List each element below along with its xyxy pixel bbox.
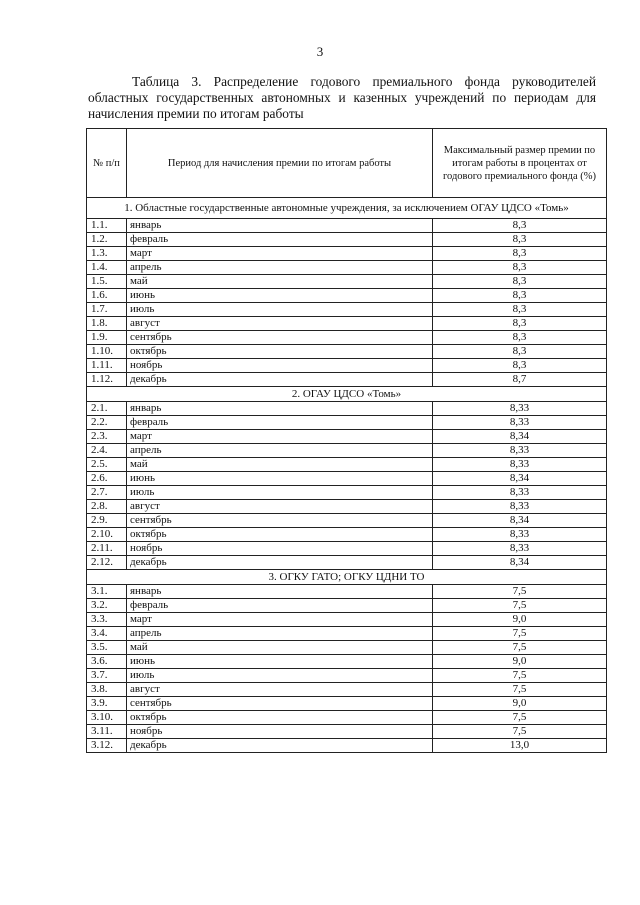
row-number: 3.8.: [87, 683, 127, 697]
table-row: [87, 486, 607, 500]
row-number: 1.4.: [87, 261, 127, 275]
row-number: 1.9.: [87, 331, 127, 345]
row-value: 9,0: [433, 697, 607, 711]
table-caption: Таблица 3. Распределение годового премиального фонда руководителей областных государственных автономных и казенных учреждений по периодам для начисления премии по итогам работы: [88, 74, 596, 121]
row-period: апрель: [127, 627, 433, 641]
row-period: июль: [127, 303, 433, 317]
row-value: 8,34: [433, 514, 607, 528]
row-value: 8,34: [433, 556, 607, 570]
row-period: ноябрь: [127, 725, 433, 739]
page-number: 3: [316, 44, 324, 59]
row-period: сентябрь: [127, 331, 433, 345]
row-value: 8,3: [433, 261, 607, 275]
row-number: 2.10.: [87, 528, 127, 542]
row-period: февраль: [127, 233, 433, 247]
table-row: [87, 585, 607, 599]
table-row: [87, 359, 607, 373]
table-row: [87, 430, 607, 444]
row-number: 2.6.: [87, 472, 127, 486]
row-number: 1.10.: [87, 345, 127, 359]
table-row: [87, 317, 607, 331]
section-row: [87, 570, 607, 585]
table-row: [87, 303, 607, 317]
table-row: [87, 725, 607, 739]
table-row: [87, 444, 607, 458]
table-row: [87, 219, 607, 233]
table-row: [87, 514, 607, 528]
row-value: 8,33: [433, 444, 607, 458]
row-number: 3.1.: [87, 585, 127, 599]
table-row: [87, 500, 607, 514]
table-row: [87, 247, 607, 261]
row-value: 8,3: [433, 219, 607, 233]
row-number: 1.7.: [87, 303, 127, 317]
row-period: март: [127, 247, 433, 261]
table-row: [87, 458, 607, 472]
row-period: апрель: [127, 261, 433, 275]
row-value: 8,3: [433, 317, 607, 331]
row-number: 3.9.: [87, 697, 127, 711]
section-title: 2. ОГАУ ЦДСО «Томь»: [87, 387, 607, 402]
row-number: 1.3.: [87, 247, 127, 261]
row-value: 7,5: [433, 641, 607, 655]
row-period: декабрь: [127, 373, 433, 387]
row-period: март: [127, 430, 433, 444]
row-value: 8,33: [433, 458, 607, 472]
row-number: 2.2.: [87, 416, 127, 430]
section-row: [87, 387, 607, 402]
table-row: [87, 472, 607, 486]
table-row: [87, 599, 607, 613]
row-number: 3.11.: [87, 725, 127, 739]
row-number: 3.12.: [87, 739, 127, 753]
row-period: декабрь: [127, 739, 433, 753]
table-row: [87, 373, 607, 387]
row-value: 8,3: [433, 275, 607, 289]
table-row: [87, 641, 607, 655]
row-number: 3.3.: [87, 613, 127, 627]
row-number: 1.1.: [87, 219, 127, 233]
row-period: август: [127, 317, 433, 331]
row-period: июль: [127, 486, 433, 500]
row-period: октябрь: [127, 528, 433, 542]
row-number: 3.2.: [87, 599, 127, 613]
row-number: 1.12.: [87, 373, 127, 387]
header-period: Период для начисления премии по итогам работы: [127, 129, 433, 198]
row-number: 2.1.: [87, 402, 127, 416]
row-number: 2.12.: [87, 556, 127, 570]
row-period: сентябрь: [127, 514, 433, 528]
row-value: 7,5: [433, 627, 607, 641]
table-row: [87, 669, 607, 683]
row-number: 3.5.: [87, 641, 127, 655]
row-period: декабрь: [127, 556, 433, 570]
row-period: июнь: [127, 472, 433, 486]
row-number: 2.11.: [87, 542, 127, 556]
row-number: 2.3.: [87, 430, 127, 444]
table-row: [87, 711, 607, 725]
row-period: август: [127, 500, 433, 514]
table-row: [87, 556, 607, 570]
row-value: 8,33: [433, 528, 607, 542]
row-number: 1.8.: [87, 317, 127, 331]
row-period: ноябрь: [127, 542, 433, 556]
row-value: 8,33: [433, 486, 607, 500]
row-period: март: [127, 613, 433, 627]
row-number: 1.6.: [87, 289, 127, 303]
row-value: 7,5: [433, 669, 607, 683]
row-period: май: [127, 641, 433, 655]
row-period: май: [127, 458, 433, 472]
section-row: [87, 198, 607, 219]
row-value: 8,3: [433, 359, 607, 373]
table-row: [87, 331, 607, 345]
row-value: 9,0: [433, 655, 607, 669]
row-value: 8,3: [433, 331, 607, 345]
row-value: 8,3: [433, 303, 607, 317]
row-period: апрель: [127, 444, 433, 458]
row-value: 8,34: [433, 430, 607, 444]
row-value: 7,5: [433, 725, 607, 739]
row-value: 8,3: [433, 247, 607, 261]
row-value: 8,33: [433, 500, 607, 514]
row-period: февраль: [127, 599, 433, 613]
row-period: январь: [127, 219, 433, 233]
row-number: 2.5.: [87, 458, 127, 472]
row-value: 7,5: [433, 683, 607, 697]
row-number: 2.9.: [87, 514, 127, 528]
table-row: [87, 697, 607, 711]
row-period: июнь: [127, 289, 433, 303]
table-row: [87, 739, 607, 753]
row-period: июнь: [127, 655, 433, 669]
row-number: 2.4.: [87, 444, 127, 458]
row-value: 8,34: [433, 472, 607, 486]
table-row: [87, 655, 607, 669]
table-row: [87, 289, 607, 303]
row-value: 8,3: [433, 233, 607, 247]
row-period: февраль: [127, 416, 433, 430]
table-body: [87, 198, 607, 753]
row-value: 8,33: [433, 542, 607, 556]
row-period: январь: [127, 402, 433, 416]
row-period: июль: [127, 669, 433, 683]
table-row: [87, 233, 607, 247]
row-value: 8,33: [433, 416, 607, 430]
table-header-row: [87, 129, 607, 198]
row-value: 8,33: [433, 402, 607, 416]
row-number: 1.11.: [87, 359, 127, 373]
table-row: [87, 542, 607, 556]
row-period: май: [127, 275, 433, 289]
row-period: октябрь: [127, 711, 433, 725]
table-row: [87, 416, 607, 430]
row-number: 3.4.: [87, 627, 127, 641]
row-value: 7,5: [433, 585, 607, 599]
row-period: январь: [127, 585, 433, 599]
row-number: 2.8.: [87, 500, 127, 514]
row-period: ноябрь: [127, 359, 433, 373]
row-number: 2.7.: [87, 486, 127, 500]
table-row: [87, 528, 607, 542]
row-value: 7,5: [433, 711, 607, 725]
row-value: 8,3: [433, 345, 607, 359]
row-value: 8,7: [433, 373, 607, 387]
section-title: 3. ОГКУ ГАТО; ОГКУ ЦДНИ ТО: [87, 570, 607, 585]
row-number: 1.2.: [87, 233, 127, 247]
row-value: 7,5: [433, 599, 607, 613]
row-number: 3.10.: [87, 711, 127, 725]
row-period: октябрь: [127, 345, 433, 359]
row-number: 1.5.: [87, 275, 127, 289]
premium-distribution-table: [86, 128, 607, 753]
table-row: [87, 275, 607, 289]
row-period: август: [127, 683, 433, 697]
header-num: № п/п: [87, 129, 127, 198]
table-row: [87, 627, 607, 641]
table-row: [87, 345, 607, 359]
row-value: 13,0: [433, 739, 607, 753]
header-value: Максимальный размер премии по итогам работы в процентах от годового премиального фонда (%): [433, 129, 607, 198]
table-row: [87, 261, 607, 275]
row-value: 9,0: [433, 613, 607, 627]
table-row: [87, 402, 607, 416]
row-period: сентябрь: [127, 697, 433, 711]
row-number: 3.6.: [87, 655, 127, 669]
table-row: [87, 683, 607, 697]
section-title: 1. Областные государственные автономные учреждения, за исключением ОГАУ ЦДСО «Томь»: [87, 198, 607, 219]
table-row: [87, 613, 607, 627]
row-number: 3.7.: [87, 669, 127, 683]
row-value: 8,3: [433, 289, 607, 303]
